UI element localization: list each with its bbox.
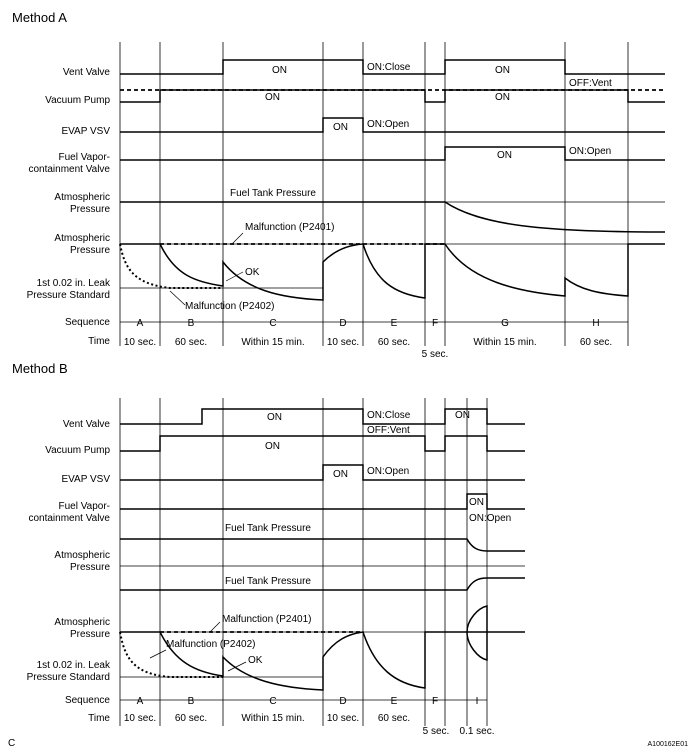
a-seq-a: A bbox=[136, 318, 144, 329]
a-time-b: 60 sec. bbox=[174, 337, 208, 348]
a-seq-c: C bbox=[269, 318, 277, 329]
b-fuel-vapor-label-2: containment Valve bbox=[28, 513, 110, 524]
b-evap-vsv-signal bbox=[120, 465, 525, 480]
a-atm-pressure-label-2a: Atmospheric bbox=[54, 233, 110, 244]
a-evap-on-open: ON:Open bbox=[367, 119, 410, 130]
b-malfunction-p2401-label: Malfunction (P2401) bbox=[222, 614, 312, 625]
b-vent-on-1: ON bbox=[267, 412, 282, 423]
b-seq-f: F bbox=[431, 696, 439, 707]
b-leak-standard-label-1: 1st 0.02 in. Leak bbox=[36, 660, 110, 671]
a-time-c: Within 15 min. bbox=[241, 337, 305, 348]
a-fuel-vapor-label-2: containment Valve bbox=[28, 164, 110, 175]
b-vacuum-pump-label: Vacuum Pump bbox=[45, 445, 110, 456]
b-time-labels bbox=[124, 713, 495, 737]
a-time-labels bbox=[124, 337, 612, 360]
a-time-g: Within 15 min. bbox=[473, 337, 537, 348]
a-atm-pressure-label-2b: Pressure bbox=[69, 245, 110, 256]
b-vent-on-close: ON:Close bbox=[367, 410, 411, 421]
b-seq-e: E bbox=[390, 696, 398, 707]
b-time-f: 5 sec. bbox=[422, 726, 450, 737]
a-leak-standard-label-1: 1st 0.02 in. Leak bbox=[36, 278, 110, 289]
figure-letter: C bbox=[8, 738, 16, 749]
b-sequence-label: Sequence bbox=[64, 695, 110, 706]
b-vent-off-vent: OFF:Vent bbox=[367, 425, 410, 436]
b-fuel-tank-pressure-1 bbox=[120, 539, 525, 551]
a-evap-on: ON bbox=[333, 122, 348, 133]
b-fuel-tank-pressure-label-1: Fuel Tank Pressure bbox=[225, 523, 311, 534]
a-leak-standard-label-2: Pressure Standard bbox=[26, 290, 110, 301]
b-time-c: Within 15 min. bbox=[241, 713, 305, 724]
b-time-label: Time bbox=[88, 713, 110, 724]
b-evap-on: ON bbox=[333, 469, 348, 480]
b-vent-on-2: ON bbox=[455, 410, 470, 421]
a-time-a: 10 sec. bbox=[123, 337, 157, 348]
b-time-e: 60 sec. bbox=[377, 713, 411, 724]
method-b-title: Method B bbox=[12, 361, 68, 376]
a-sequence-label: Sequence bbox=[64, 317, 110, 328]
b-malfunction-p2402-label: Malfunction (P2402) bbox=[166, 639, 256, 650]
method-a-title: Method A bbox=[12, 10, 67, 25]
a-time-f: 5 sec. bbox=[421, 349, 449, 360]
a-pump-on-2: ON bbox=[495, 92, 510, 103]
a-malfunction-p2401-label: Malfunction (P2401) bbox=[245, 222, 335, 233]
a-vent-valve-label: Vent Valve bbox=[62, 67, 110, 78]
a-fv-on: ON bbox=[497, 150, 512, 161]
b-fv-on: ON bbox=[469, 497, 484, 508]
b-fuel-tank-pressure-label-2: Fuel Tank Pressure bbox=[225, 576, 311, 587]
b-time-d: 10 sec. bbox=[326, 713, 360, 724]
a-seq-g: G bbox=[501, 318, 509, 329]
a-p2401-leader bbox=[232, 233, 243, 244]
a-evap-vsv-label: EVAP VSV bbox=[61, 126, 110, 137]
a-atm-pressure-label-1a: Atmospheric bbox=[54, 192, 110, 203]
a-vent-on-1: ON bbox=[272, 65, 287, 76]
b-pump-on: ON bbox=[265, 441, 280, 452]
b-seq-d: D bbox=[339, 696, 347, 707]
b-atm-pressure-label-1a: Atmospheric bbox=[54, 550, 110, 561]
b-leak-standard-label-2: Pressure Standard bbox=[26, 672, 110, 683]
b-sequence-labels bbox=[137, 696, 479, 707]
a-time-e: 60 sec. bbox=[377, 337, 411, 348]
b-fv-on-open: ON:Open bbox=[469, 513, 512, 524]
a-time-d: 10 sec. bbox=[326, 337, 360, 348]
a-time-h: 60 sec. bbox=[579, 337, 613, 348]
a-atm-pressure-label-1b: Pressure bbox=[69, 204, 110, 215]
a-fv-on-open: ON:Open bbox=[569, 146, 612, 157]
a-malfunction-p2402-label: Malfunction (P2402) bbox=[185, 301, 275, 312]
b-ok-label: OK bbox=[248, 655, 263, 666]
a-vent-on-close: ON:Close bbox=[367, 62, 411, 73]
figure-code: A100162E01 bbox=[647, 741, 688, 748]
a-p2402-leader bbox=[170, 291, 185, 305]
a-vacuum-pump-signal bbox=[120, 90, 665, 102]
b-fuel-tank-pressure-2 bbox=[120, 578, 525, 590]
b-seq-a: A bbox=[136, 696, 144, 707]
b-time-i: 0.1 sec. bbox=[459, 726, 495, 737]
a-pump-on-1: ON bbox=[265, 92, 280, 103]
a-seq-e: E bbox=[390, 318, 398, 329]
b-atm-pressure-label-2a: Atmospheric bbox=[54, 617, 110, 628]
a-time-label: Time bbox=[88, 336, 110, 347]
a-pressure-trace bbox=[120, 244, 665, 300]
a-malfunction-p2402-trace bbox=[120, 244, 223, 288]
b-time-b: 60 sec. bbox=[174, 713, 208, 724]
b-fuel-vapor-signal bbox=[120, 494, 525, 509]
a-vent-on-2: ON bbox=[495, 65, 510, 76]
a-vent-off-vent: OFF:Vent bbox=[569, 78, 612, 89]
a-sequence-labels bbox=[137, 318, 600, 329]
a-seq-d: D bbox=[339, 318, 347, 329]
b-vent-valve-label: Vent Valve bbox=[62, 419, 110, 430]
b-atm-pressure-label-2b: Pressure bbox=[69, 629, 110, 640]
a-fuel-vapor-label-1: Fuel Vapor- bbox=[58, 152, 110, 163]
a-ok-label: OK bbox=[245, 267, 260, 278]
b-p2401-leader bbox=[210, 622, 220, 632]
b-time-a: 10 sec. bbox=[123, 713, 157, 724]
b-seq-i: I bbox=[475, 696, 479, 707]
b-fuel-vapor-label-1: Fuel Vapor- bbox=[58, 501, 110, 512]
b-atm-pressure-label-1b: Pressure bbox=[69, 562, 110, 573]
a-seq-f: F bbox=[431, 318, 439, 329]
b-vacuum-pump-signal bbox=[120, 436, 525, 451]
b-p2402-leader bbox=[150, 650, 166, 658]
b-evap-on-open: ON:Open bbox=[367, 466, 410, 477]
b-seq-b: B bbox=[187, 696, 195, 707]
a-seq-b: B bbox=[187, 318, 195, 329]
a-vacuum-pump-label: Vacuum Pump bbox=[45, 95, 110, 106]
b-seq-c: C bbox=[269, 696, 277, 707]
a-seq-h: H bbox=[592, 318, 600, 329]
b-evap-vsv-label: EVAP VSV bbox=[61, 474, 110, 485]
a-fuel-tank-pressure-label: Fuel Tank Pressure bbox=[230, 188, 316, 199]
a-fuel-tank-pressure-1 bbox=[120, 202, 665, 232]
